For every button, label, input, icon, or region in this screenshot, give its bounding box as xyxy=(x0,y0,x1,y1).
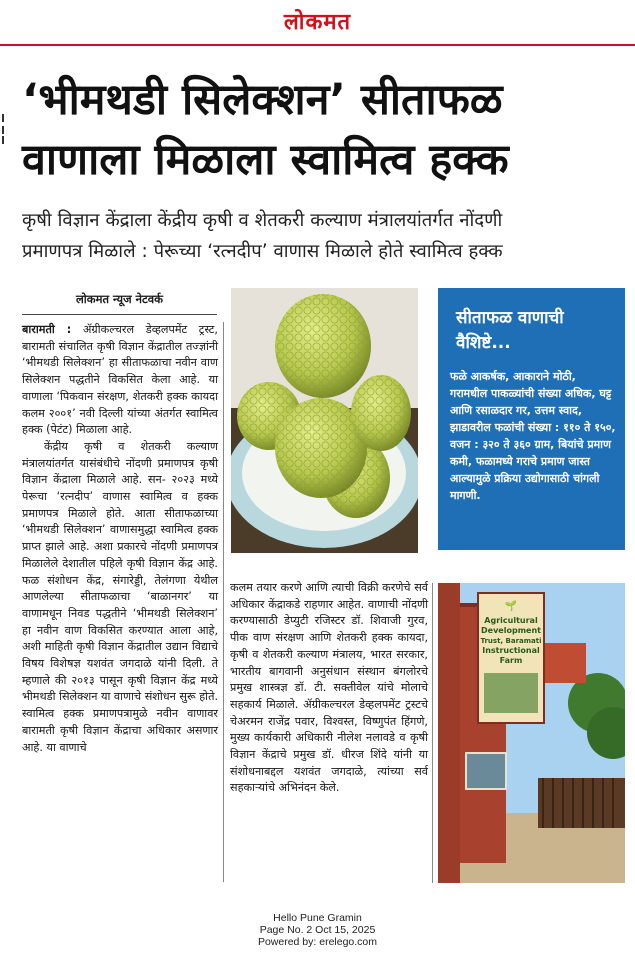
newspaper-logo: लोकमत xyxy=(283,9,352,35)
gate-sign-line-2: Development xyxy=(481,626,541,635)
infobox-body: फळे आकर्षक, आकाराने मोठी, गरामधील पाकळ्यांची संख्या अधिक, घट्ट आणि रसाळदार गर, उत्तम स्वाद, झाडावरील फळांची संख्या : ११० ते १५०, वजन : ३२० ते ३६० ग्राम, बियांचे प्रमाण कमी, फळामध्ये गराचे प्रमाण जास्त आल्यामुळे प्रक्रिया उद्योगासाठी चांगली मागणी. xyxy=(450,370,616,502)
farm-gate-illustration xyxy=(438,583,625,883)
margin-mark xyxy=(2,126,4,134)
custard-apple-photo xyxy=(231,288,418,553)
page-footer xyxy=(0,912,635,948)
footer-page-date: Page No. 2 Oct 15, 2025 xyxy=(259,924,376,936)
headline-line-2: वाणाला मिळाला स्वामित्व हक्क xyxy=(22,135,509,185)
article-column-1 xyxy=(22,322,218,756)
dateline-place: बारामती : xyxy=(22,323,72,336)
article-paragraph-2: केंद्रीय कृषी व शेतकरी कल्याण मंत्रालयांतर्गत यासंबंधीचे नोंदणी प्रमाणपत्र कृषी विज्ञान केंद्राला मिळाले आहे. सन- २०२३ मध्ये पेरूचा ‘रत्नदीप’ वाणास स्वामित्व व हक्क प्रमाणपत्र मिळाले होते. आता सीताफळाच्या ‘भीमथडी सिलेक्शन’ वाणासमुद्धा स्वामित्व हक्क प्राप्त झाले आहे. अशा प्रकारचे नोंदणी प्रमाणपत्र मिळालेले देशातील पहिले कृषी विज्ञान केंद्र आहे. फळ संशोधन केंद्र, संगारेड्डी, तेलंगणा येथील आणलेल्या सीताफळाचा ‘बाळानगर’ या वाणामधून निवड पद्धतीने ‘भीमथडी सिलेक्शन’ हा नवीन वाण विकसित करण्यात आला आहे, अशी माहिती कृषी विज्ञान केंद्रातील उद्यान विद्याचे विषय विशेषज्ञ यशवंत जगदाळे यांनी दिली. ते म्हणाले की २०१३ पासून कृषी विज्ञान केंद्र मध्ये भीमथडी सिलेक्शन या वाणाचे संशोधन सुरू होते. स्वामित्व हक्क प्रमाणपत्रामुळे नवीन वाणावर बारामती कृषी विज्ञान केंद्राचा अधिकार असणार आहे. या वाणाचे xyxy=(22,439,218,754)
article-paragraph-1-text: ॲग्रीकल्चरल डेव्हलपमेंट ट्रस्ट, बारामती संचालित कृषी विज्ञान केंद्रातील तज्ज्ञांनी ‘भीमथडी सिलेक्शन’ हा सीताफळाचा नवीन वाण सिलेक्शन पद्धतीने विकसित केला आहे. या वाणाला ‘पिकवान संरक्षण, शेतकरी हक्क कायदा कलम २००१’ नवी दिल्ली यांच्या अंतर्गत स्वामित्व हक्क (पेटंट) मिळाला आहे. xyxy=(22,323,218,437)
article-paragraph-3: कलम तयार करणे आणि त्याची विक्री करणेचे सर्व अधिकार केंद्राकडे राहणार आहेत. वाणाची नोंदणी करण्यासाठी डेप्युटी रजिस्टर डॉ. शिवाजी गुरव, पीक वाण संरक्षण आणि शेतकरी हक्क कायदा, कृषी व शेतकरी कल्याण मंत्रालय, भारत सरकार, भारतीय बागवानी अनुसंधान संस्थान बंगलोरचे प्रमुख शास्त्रज्ञ डॉ. टी. सक्तीवेल यांचे मोलाचे सहकार्य मिळाले. ॲग्रीकल्चरल डेव्हलपमेंट ट्रस्टचे चेअरमन राजेंद्र पवार, विश्वस्त, विष्णुपंत हिंगणे, मुख्य कार्यकारी अधिकारी नीलेश नलावडे व कृषी विज्ञान केंद्राचे प्रमुख डॉ. धीरज शिंदे यांनी या संशोधनाबद्दल यशवंत जगदाळे, त्यांच्या सर्व सहकाऱ्यांचे अभिनंदन केले. xyxy=(230,581,428,795)
article-paragraph-1 xyxy=(22,322,218,439)
margin-mark xyxy=(2,114,4,122)
farm-gate-photo xyxy=(438,583,625,883)
subheadline xyxy=(22,205,622,267)
gate-sign-line-3: Trust, Baramati xyxy=(480,637,542,645)
byline: लोकमत न्यूज नेटवर्क xyxy=(22,292,217,315)
headline xyxy=(22,70,622,190)
column-rule xyxy=(223,322,224,882)
subheadline-line-2: प्रमाणपत्र मिळाले : पेरूच्या ‘रत्नदीप’ वाणास मिळाले होते स्वामित्व हक्क xyxy=(22,241,503,262)
gate-sign-line-5: Farm xyxy=(499,656,523,665)
subheadline-line-1: कृषी विज्ञान केंद्राला केंद्रीय कृषी व शेतकरी कल्याण मंत्रालयांतर्गत नोंदणी xyxy=(22,210,503,231)
svg-text:🌱: 🌱 xyxy=(504,601,518,612)
gate-sign-line-1: Agricultural xyxy=(484,616,538,625)
features-infobox xyxy=(438,288,625,550)
masthead xyxy=(0,0,635,46)
footer-powered-by: Powered by: erelego.com xyxy=(257,936,378,948)
article-column-2 xyxy=(230,580,428,797)
column-rule xyxy=(432,583,433,883)
margin-mark xyxy=(2,136,4,144)
gate-sign-line-4: Instructional xyxy=(482,646,540,655)
headline-line-1: ‘भीमथडी सिलेक्शन’ सीताफळ xyxy=(22,75,503,125)
custard-apple-illustration xyxy=(231,288,418,553)
footer-publication: Hello Pune Gramin xyxy=(273,912,362,924)
infobox-title: सीताफळ वाणाची वैशिष्टे... xyxy=(456,308,564,353)
